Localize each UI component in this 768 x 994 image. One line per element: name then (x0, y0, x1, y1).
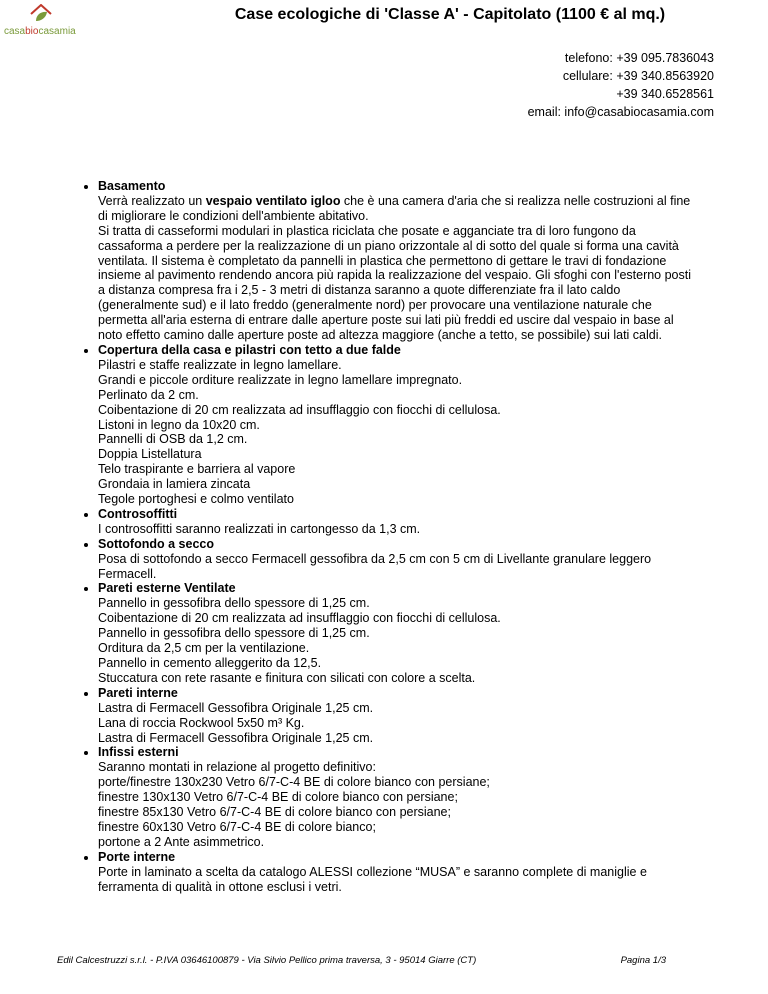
section-text: Si tratta di casseformi modulari in plastica riciclata che posate e agganciate tra di loro fungono da cassaforma a perdere per la realizzazione di un piano orizzontale al di sotto del quale si forma una cavità ventilata. Il sistema è completato da pannelli in plastica che permettono di gettare le travi di fondazione insieme al pavimento rendendo ancora più rapida la realizzazione del vespaio. Gli sfoghi con l'esterno posti a distanza compresa fra i 2,5 - 3 metri di distanza saranno a quote differenziate fra il lato caldo (generalmente sud) e il lato freddo (generalmente nord) per provocare una ventilazione naturale che permetta all'aria esterna di entrare dalle aperture poste sui lati più freddi ed uscire dal vespaio in base al noto effetto camino dalle aperture poste ad altezza maggiore (anche a tetto, se possibile) sui lati caldi. (98, 223, 692, 343)
section-line: Coibentazione di 20 cm realizzata ad insufflaggio con fiocchi di cellulosa. (98, 402, 501, 417)
section-line: Grondaia in lamiera zincata (98, 477, 251, 492)
section-line: Orditura da 2,5 cm per la ventilazione. (98, 641, 310, 656)
section-title: • Sottofondo a secco (98, 536, 214, 551)
spec-list (82, 179, 698, 895)
list-item (98, 507, 698, 537)
contact-phone: telefono: +39 095.7836043 (564, 51, 714, 65)
section-title: • Pareti esterne Ventilate (98, 581, 236, 596)
contact-email: email: info@casabiocasamia.com (527, 105, 714, 119)
section-line: finestre 85x130 Vetro 6/7-C-4 BE di colore bianco con persiane; (98, 805, 451, 820)
section-line: Pannello in cemento alleggerito da 12,5. (98, 656, 322, 670)
house-leaf-icon (30, 4, 52, 24)
section-line: Pannello in gessofibra dello spessore di 1,25 cm. (98, 596, 370, 611)
section-line: Pannelli di OSB da 1,2 cm. (98, 432, 248, 447)
logo-part-1: casa (4, 26, 26, 37)
list-item (98, 745, 698, 849)
page-title: Case ecologiche di 'Classe A' - Capitolato (1100 € al mq.) (234, 6, 666, 23)
logo-text (4, 26, 76, 37)
section-line: portone a 2 Ante asimmetrico. (98, 834, 265, 849)
list-item (98, 343, 698, 507)
footer-company: Edil Calcestruzzi s.r.l. - P.IVA 03646100879 - Via Silvio Pellico prima traversa, 3 - 95014 Giarre (CT) (57, 955, 477, 966)
text-span: Verrà realizzato un (98, 193, 206, 208)
section-title: • Pareti interne (98, 685, 178, 700)
list-item (98, 686, 698, 746)
section-text (98, 194, 698, 224)
page-number: Pagina 1/3 (620, 955, 666, 966)
section-line: Grandi e piccole orditure realizzate in legno lamellare impregnato. (98, 372, 463, 387)
list-item (98, 581, 698, 685)
section-line: Posa di sottofondo a secco Fermacell gessofibra da 2,5 cm con 5 cm di Livellante granulare leggero Fermacell. (98, 551, 652, 581)
section-line: Coibentazione di 20 cm realizzata ad insufflaggio con fiocchi di cellulosa. (98, 611, 501, 626)
section-title: • Porte interne (98, 849, 176, 864)
contact-mobile-2: +39 340.6528561 (616, 87, 714, 101)
section-line: Lana di roccia Rockwool 5x50 m³ Kg. (98, 715, 305, 730)
contact-block (528, 49, 714, 121)
section-line: Porte in laminato a scelta da catalogo ALESSI collezione “MUSA” e saranno complete di maniglie e ferramenta di qualità in ottone esclusi i vetri. (98, 864, 647, 894)
text-span: che è una camera d'aria che si realizza nelle costruzioni al fine di migliorare le condizioni dell'ambiente abitativo. (98, 193, 691, 223)
logo (4, 4, 74, 38)
section-line: finestre 60x130 Vetro 6/7-C-4 BE di colore bianco; (98, 819, 376, 834)
section-line: Saranno montati in relazione al progetto definitivo: (98, 760, 376, 775)
contact-mobile: cellulare: +39 340.8563920 (562, 69, 714, 83)
list-item (98, 850, 698, 895)
section-line: Doppia Listellatura (98, 447, 202, 462)
section-title: • Basamento (98, 179, 166, 193)
section-line: Perlinato da 2 cm. (98, 387, 199, 402)
section-title: • Infissi esterni (98, 745, 179, 760)
section-line: Telo traspirante e barriera al vapore (98, 462, 296, 477)
logo-part-3: casamia (38, 26, 76, 37)
section-line: I controsoffitti saranno realizzati in cartongesso da 1,3 cm. (98, 521, 421, 536)
section-title: • Copertura della casa e pilastri con tetto a due falde (98, 342, 401, 357)
section-line: Lastra di Fermacell Gessofibra Originale 1,25 cm. (98, 700, 374, 715)
section-line: Pannello in gessofibra dello spessore di 1,25 cm. (98, 626, 370, 641)
section-line: Listoni in legno da 10x20 cm. (98, 417, 260, 432)
section-line: finestre 130x130 Vetro 6/7-C-4 BE di colore bianco con persiane; (98, 790, 458, 805)
section-line: Tegole portoghesi e colmo ventilato (98, 492, 294, 507)
list-item (98, 537, 698, 582)
section-line: porte/finestre 130x230 Vetro 6/7-C-4 BE di colore bianco con persiane; (98, 775, 490, 790)
section-line: Stuccatura con rete rasante e finitura con silicati con colore a scelta. (98, 670, 476, 685)
logo-part-2: bio (25, 26, 39, 37)
section-line: Pilastri e staffe realizzate in legno lamellare. (98, 357, 342, 372)
bold-text: vespaio ventilato igloo (205, 193, 341, 208)
section-line: Lastra di Fermacell Gessofibra Originale 1,25 cm. (98, 730, 374, 745)
section-title: • Controsoffitti (98, 506, 178, 521)
list-item (98, 179, 698, 343)
